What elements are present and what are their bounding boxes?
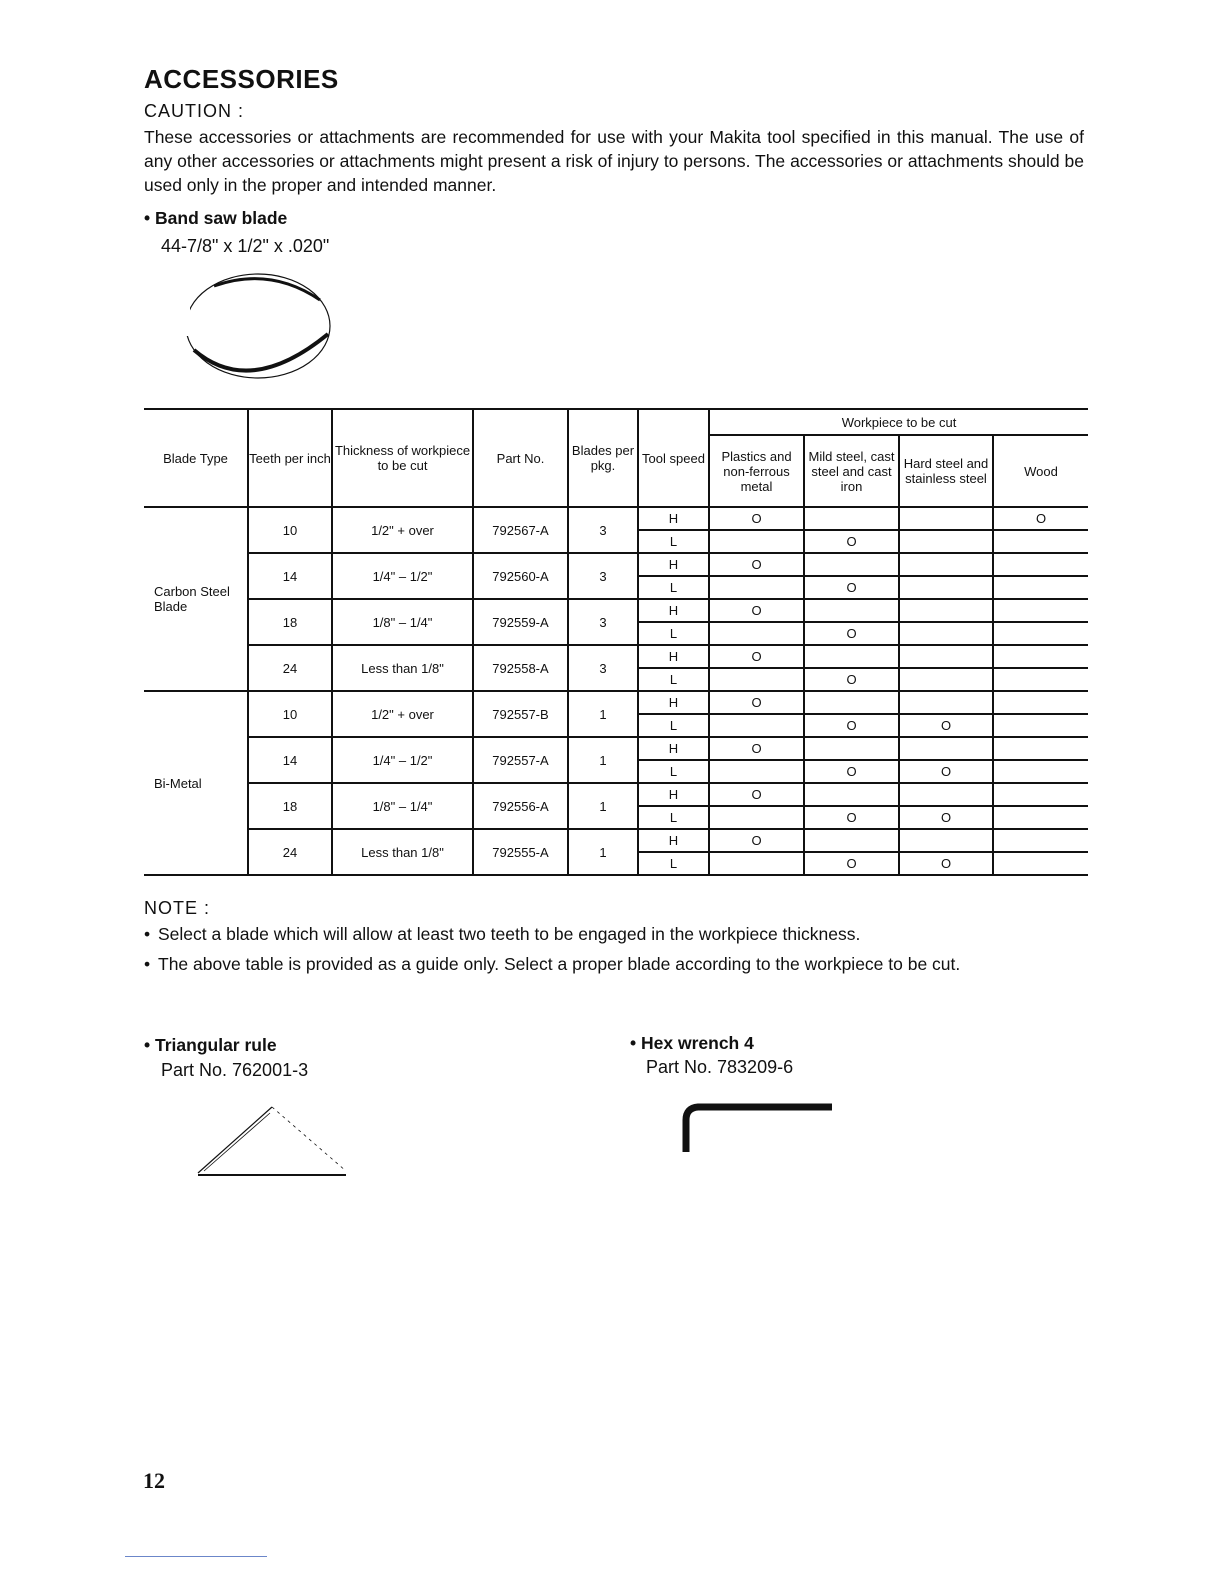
mild-steel-cell — [804, 553, 899, 576]
part-no-cell: 792560-A — [473, 553, 568, 599]
speed-cell: L — [638, 576, 709, 599]
teeth-cell: 18 — [248, 783, 332, 829]
teeth-cell: 24 — [248, 829, 332, 875]
plastics-cell: O — [709, 507, 804, 530]
plastics-cell: O — [709, 599, 804, 622]
col-blades-per-pkg: Blades per pkg. — [568, 409, 638, 507]
part-no-cell: 792555-A — [473, 829, 568, 875]
mild-steel-cell — [804, 691, 899, 714]
per-pkg-cell: 1 — [568, 737, 638, 783]
hard-steel-cell — [899, 622, 993, 645]
plastics-cell: O — [709, 691, 804, 714]
page-heading: ACCESSORIES — [144, 64, 339, 94]
per-pkg-cell: 1 — [568, 691, 638, 737]
col-blade-type: Blade Type — [144, 409, 248, 507]
triangular-rule-title: Triangular rule — [155, 1035, 277, 1055]
table-row — [144, 553, 1088, 576]
page-number: 12 — [143, 1468, 165, 1493]
per-pkg-cell: 3 — [568, 553, 638, 599]
blade-type-cell: Bi-Metal — [144, 691, 248, 875]
speed-cell: H — [638, 829, 709, 852]
hard-steel-cell — [899, 737, 993, 760]
thickness-cell: Less than 1/8" — [332, 645, 473, 691]
plastics-cell — [709, 760, 804, 783]
wood-cell — [993, 783, 1088, 806]
speed-cell: H — [638, 783, 709, 806]
band-saw-blade-loop-icon — [180, 270, 340, 385]
mild-steel-cell — [804, 645, 899, 668]
thickness-cell: 1/4" – 1/2" — [332, 553, 473, 599]
plastics-cell: O — [709, 645, 804, 668]
plastics-cell — [709, 576, 804, 599]
bullet-icon: • — [144, 208, 151, 228]
hard-steel-cell — [899, 645, 993, 668]
mild-steel-cell — [804, 829, 899, 852]
thickness-cell: 1/2" + over — [332, 507, 473, 553]
caution-text: These accessories or attachments are recommended for use with your Makita tool specified in this manual. The use of any other accessories or attachments might present a risk of injury to persons. The accessories or attachments should be used only in the proper and intended manner. — [144, 127, 1084, 195]
mild-steel-cell — [804, 507, 899, 530]
mild-steel-cell: O — [804, 760, 899, 783]
part-no-cell: 792558-A — [473, 645, 568, 691]
wood-cell — [993, 691, 1088, 714]
part-no-cell: 792557-A — [473, 737, 568, 783]
wood-cell — [993, 737, 1088, 760]
hex-wrench-part-no: Part No. 783209-6 — [646, 1057, 794, 1077]
note-label: NOTE : — [144, 898, 211, 918]
table-row — [144, 737, 1088, 760]
mild-steel-cell: O — [804, 576, 899, 599]
plastics-cell: O — [709, 783, 804, 806]
speed-cell: L — [638, 852, 709, 875]
hard-steel-cell — [899, 576, 993, 599]
part-no-cell: 792557-B — [473, 691, 568, 737]
col-thickness: Thickness of workpiece to be cut — [332, 409, 473, 507]
band-saw-blade-title: Band saw blade — [155, 208, 288, 228]
teeth-cell: 24 — [248, 645, 332, 691]
mild-steel-cell: O — [804, 622, 899, 645]
table-row — [144, 507, 1088, 530]
col-hard-steel: Hard steel and stainless steel — [899, 435, 993, 507]
wood-cell — [993, 553, 1088, 576]
thickness-cell: 1/8" – 1/4" — [332, 599, 473, 645]
triangular-rule-heading — [144, 1035, 277, 1056]
bullet-icon: • — [144, 1035, 151, 1055]
workpiece-header: Workpiece to be cut — [709, 409, 1088, 435]
per-pkg-cell: 3 — [568, 599, 638, 645]
speed-cell: L — [638, 668, 709, 691]
wood-cell — [993, 599, 1088, 622]
wood-cell: O — [993, 507, 1088, 530]
per-pkg-cell: 1 — [568, 829, 638, 875]
plastics-cell — [709, 714, 804, 737]
teeth-cell: 18 — [248, 599, 332, 645]
mild-steel-cell: O — [804, 714, 899, 737]
hard-steel-cell — [899, 783, 993, 806]
hard-steel-cell — [899, 829, 993, 852]
speed-cell: H — [638, 691, 709, 714]
wood-cell — [993, 852, 1088, 875]
table-row — [144, 645, 1088, 668]
teeth-cell: 14 — [248, 737, 332, 783]
mild-steel-cell — [804, 599, 899, 622]
speed-cell: H — [638, 645, 709, 668]
wood-cell — [993, 829, 1088, 852]
per-pkg-cell: 3 — [568, 507, 638, 553]
speed-cell: L — [638, 806, 709, 829]
thickness-cell: 1/4" – 1/2" — [332, 737, 473, 783]
teeth-cell: 10 — [248, 507, 332, 553]
hard-steel-cell — [899, 530, 993, 553]
hard-steel-cell — [899, 507, 993, 530]
part-no-cell: 792559-A — [473, 599, 568, 645]
triangular-rule-part-no: Part No. 762001-3 — [161, 1060, 309, 1080]
note-item: • The above table is provided as a guide only. Select a proper blade according to the workpiece to be cut. — [144, 952, 1088, 976]
hard-steel-cell: O — [899, 714, 993, 737]
table-row — [144, 783, 1088, 806]
speed-cell: L — [638, 714, 709, 737]
col-part-no: Part No. — [473, 409, 568, 507]
wood-cell — [993, 668, 1088, 691]
wood-cell — [993, 760, 1088, 783]
footer-rule — [125, 1556, 267, 1557]
hard-steel-cell: O — [899, 852, 993, 875]
col-plastics: Plastics and non-ferrous metal — [709, 435, 804, 507]
speed-cell: H — [638, 599, 709, 622]
mild-steel-cell: O — [804, 806, 899, 829]
speed-cell: L — [638, 622, 709, 645]
plastics-cell — [709, 852, 804, 875]
col-teeth-per-inch: Teeth per inch — [248, 409, 332, 507]
band-saw-blade-heading — [144, 208, 287, 229]
plastics-cell — [709, 622, 804, 645]
triangular-rule-icon — [196, 1105, 348, 1180]
wood-cell — [993, 714, 1088, 737]
thickness-cell: 1/8" – 1/4" — [332, 783, 473, 829]
hex-wrench-icon — [678, 1100, 834, 1156]
wood-cell — [993, 530, 1088, 553]
plastics-cell: O — [709, 737, 804, 760]
hex-wrench-heading — [630, 1033, 754, 1054]
per-pkg-cell: 1 — [568, 783, 638, 829]
hard-steel-cell — [899, 668, 993, 691]
hard-steel-cell: O — [899, 760, 993, 783]
speed-cell: H — [638, 507, 709, 530]
plastics-cell — [709, 668, 804, 691]
caution-label: CAUTION : — [144, 101, 245, 121]
plastics-cell — [709, 806, 804, 829]
wood-cell — [993, 622, 1088, 645]
table-row — [144, 599, 1088, 622]
bullet-icon: • — [630, 1033, 637, 1053]
blade-selection-table — [144, 408, 1088, 880]
part-no-cell: 792567-A — [473, 507, 568, 553]
hard-steel-cell — [899, 691, 993, 714]
mild-steel-cell: O — [804, 530, 899, 553]
thickness-cell: 1/2" + over — [332, 691, 473, 737]
hard-steel-cell — [899, 599, 993, 622]
wood-cell — [993, 645, 1088, 668]
part-no-cell: 792556-A — [473, 783, 568, 829]
blade-type-cell: Carbon Steel Blade — [144, 507, 248, 691]
speed-cell: H — [638, 553, 709, 576]
col-mild-steel: Mild steel, cast steel and cast iron — [804, 435, 899, 507]
hex-wrench-title: Hex wrench 4 — [641, 1033, 754, 1053]
wood-cell — [993, 806, 1088, 829]
col-tool-speed: Tool speed — [638, 409, 709, 507]
plastics-cell — [709, 530, 804, 553]
speed-cell: H — [638, 737, 709, 760]
plastics-cell: O — [709, 829, 804, 852]
col-wood: Wood — [993, 435, 1088, 507]
speed-cell: L — [638, 530, 709, 553]
mild-steel-cell: O — [804, 668, 899, 691]
note-list — [144, 922, 1088, 982]
hard-steel-cell: O — [899, 806, 993, 829]
mild-steel-cell: O — [804, 852, 899, 875]
mild-steel-cell — [804, 783, 899, 806]
teeth-cell: 14 — [248, 553, 332, 599]
per-pkg-cell: 3 — [568, 645, 638, 691]
thickness-cell: Less than 1/8" — [332, 829, 473, 875]
hard-steel-cell — [899, 553, 993, 576]
mild-steel-cell — [804, 737, 899, 760]
plastics-cell: O — [709, 553, 804, 576]
table-row — [144, 829, 1088, 852]
table-row — [144, 691, 1088, 714]
speed-cell: L — [638, 760, 709, 783]
band-saw-blade-size: 44-7/8" x 1/2" x .020" — [161, 236, 330, 256]
teeth-cell: 10 — [248, 691, 332, 737]
wood-cell — [993, 576, 1088, 599]
note-item: • Select a blade which will allow at least two teeth to be engaged in the workpiece thickness. — [144, 922, 1088, 946]
